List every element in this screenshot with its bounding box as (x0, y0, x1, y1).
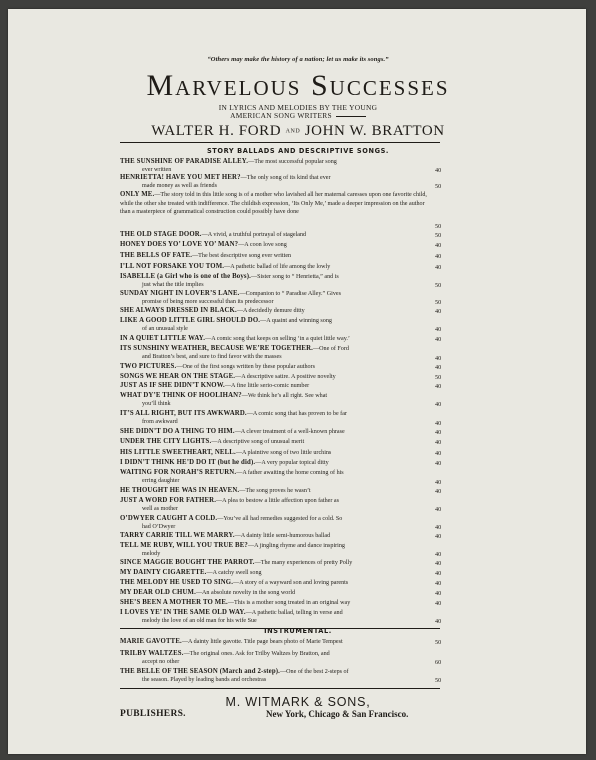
song-entry (120, 589, 435, 598)
song-entry (120, 638, 435, 647)
song-entry (120, 668, 435, 684)
song-description: —The story told in this little song is of a mother who lavished all her maternal caresses upon one favorite child, while the other she treated with indifference. The childish expression, ‘Its Only Me,’ made a deeper impression on the author than a masterpiece of grammatical construction could possibly have done (120, 192, 427, 216)
song-title: I’LL NOT FORSAKE YOU TOM. (120, 263, 225, 270)
song-price: 40 (435, 590, 442, 597)
song-entry (120, 317, 435, 333)
song-price: 50 (435, 232, 442, 239)
song-price: 60 (435, 659, 442, 666)
song-description: —A story of a wayward son and loving parents (233, 580, 349, 586)
song-entry (120, 487, 435, 496)
song-title: HE THOUGHT HE WAS IN HEAVEN. (120, 487, 240, 494)
song-description: —The only song of its kind that ever (240, 175, 331, 181)
song-description: —One of the best 2-steps of (280, 669, 349, 675)
song-description: —A father awaiting the home coming of his (236, 470, 344, 476)
publishers-label: PUBLISHERS. (120, 709, 186, 719)
song-description: —A catchy swell song (206, 570, 262, 576)
song-description: —The many experiences of pretty Polly (254, 560, 353, 566)
song-description: —An absolute novelty in the song world (195, 590, 296, 596)
song-title: MARIE GAVOTTE. (120, 638, 182, 645)
song-entry (120, 191, 435, 217)
song-entry (120, 158, 435, 174)
song-title: SONGS WE HEAR ON THE STAGE. (120, 373, 236, 380)
song-entry (120, 497, 435, 513)
song-description-continued: and Bratton’s best, and sure to find favor with the masses (142, 353, 282, 360)
song-price: 50 (435, 299, 442, 306)
song-title: HENRIETTA! HAVE YOU MET HER? (120, 174, 241, 181)
song-entry (120, 392, 435, 408)
song-title: IT’S ALL RIGHT, BUT ITS AWKWARD. (120, 410, 247, 417)
song-title: UNDER THE CITY LIGHTS. (120, 438, 212, 445)
song-entry (120, 263, 435, 272)
song-price: 50 (435, 639, 442, 646)
song-entry (120, 410, 435, 426)
song-description: —A quaint and winning song (260, 318, 332, 324)
song-title: I DIDN’T THINK HE’D DO IT (but he did). (120, 459, 256, 466)
section-heading-story: STORY BALLADS AND DESCRIPTIVE SONGS. (206, 147, 390, 155)
song-title: THE BELLS OF FATE. (120, 252, 193, 259)
song-title: SINCE MAGGIE BOUGHT THE PARROT. (120, 559, 255, 566)
song-price: 40 (435, 364, 442, 371)
song-entry (120, 532, 435, 541)
subtitle-line-2 (0, 112, 596, 120)
song-price: 50 (435, 374, 442, 381)
song-title: TARRY CARRIE TILL WE MARRY. (120, 532, 235, 539)
song-title: HIS LITTLE SWEETHEART, NELL. (120, 449, 236, 456)
song-title: MY DEAR OLD CHUM. (120, 589, 196, 596)
song-description: —The original ones. Ask for Trilby Waltzes by Bratton, and (183, 651, 330, 657)
song-entry (120, 569, 435, 578)
song-title: ISABELLE (a Girl who is one of the Boys). (120, 273, 251, 280)
song-description-continued: of an unusual style (142, 325, 188, 332)
song-description-continued: the season. Played by leading bands and orchestras (142, 676, 267, 683)
song-description-continued: you’ll think (142, 400, 171, 407)
song-title: MY DAINTY CIGARETTE. (120, 569, 207, 576)
song-entry (120, 241, 435, 250)
song-entry (120, 428, 435, 437)
song-description: —A plea to bestow a little affection upon father as (216, 498, 339, 504)
song-price: 40 (435, 560, 442, 567)
song-description: —A comic song that keeps on selling ‘in a quiet little way.’ (205, 336, 350, 342)
song-entry (120, 609, 435, 625)
song-price: 40 (435, 570, 442, 577)
song-description: —The best descriptive song ever written (192, 253, 292, 259)
song-description-continued: had O’Dwyer (142, 523, 176, 530)
song-entry (120, 231, 435, 240)
song-entry (120, 273, 435, 289)
song-price: 40 (435, 450, 442, 457)
song-description-continued: melody (142, 550, 161, 557)
song-description: —A clever treatment of a well-known phrase (234, 429, 345, 435)
song-description: —A comic song that has proven to be far (246, 411, 347, 417)
song-entry (120, 515, 435, 531)
song-description: —The most successful popular song (248, 159, 337, 165)
song-title: THE OLD STAGE DOOR. (120, 231, 202, 238)
song-title: SHE ALWAYS DRESSED IN BLACK. (120, 307, 237, 314)
song-description: —A vivid, a truthful portrayal of stageland (201, 232, 307, 238)
song-entry (120, 335, 435, 344)
page-title: Marvelous Successes (146, 69, 450, 102)
song-entry (120, 307, 435, 316)
divider-bottom (120, 688, 440, 689)
song-price: 40 (435, 420, 442, 427)
song-price: 40 (435, 488, 442, 495)
song-entry (120, 542, 435, 558)
song-title: SUNDAY NIGHT IN LOVER’S LANE. (120, 290, 240, 297)
publisher-cities: New York, Chicago & San Francisco. (266, 709, 409, 719)
song-description: —A decidedly demure ditty (236, 308, 305, 314)
song-title: JUST AS IF SHE DIDN’T KNOW. (120, 382, 225, 389)
song-title: O’DWYER CAUGHT A COLD. (120, 515, 218, 522)
song-description: —A dainty little gavotte. Title page bears photo of Marie Tempest (181, 639, 343, 645)
song-description: —Sister song to “ Henrietta,” and is (250, 274, 339, 280)
song-title: THE MELODY HE USED TO SING. (120, 579, 234, 586)
song-description-continued: accept no other (142, 658, 180, 665)
song-entry (120, 459, 435, 468)
song-title: HONEY DOES YO’ LOVE YO’ MAN? (120, 241, 239, 248)
song-description: —This is a mother song treated in an original way (227, 600, 351, 606)
publisher-name: M. WITMARK & SONS, (225, 695, 371, 709)
author-bratton: JOHN W. BRATTON (304, 123, 445, 139)
song-description-continued: melody the love of an old man for his wife Sue (142, 617, 257, 624)
song-title: ITS SUNSHINY WEATHER, BECAUSE WE’RE TOGETHER. (120, 345, 314, 352)
song-description-continued: well as mother (142, 505, 178, 512)
song-description-continued: made money as well as friends (142, 182, 217, 189)
song-title: TRILBY WALTZES. (120, 650, 184, 657)
song-title: ONLY ME. (120, 191, 155, 198)
song-title: IN A QUIET LITTLE WAY. (120, 335, 206, 342)
song-price: 50 (435, 282, 442, 289)
song-description: —A pathetic ballad of life among the lowly (224, 264, 331, 270)
song-title: TELL ME RUBY, WILL YOU TRUE BE? (120, 542, 248, 549)
song-price: 40 (435, 580, 442, 587)
song-description: —A pathetic ballad, telling in verse and (245, 610, 343, 616)
song-entry (120, 438, 435, 447)
song-entry (120, 290, 435, 306)
motto: “Others may make the history of a nation; let us make its songs.” (207, 56, 389, 63)
song-price: 50 (435, 183, 442, 190)
song-price: 40 (435, 524, 442, 531)
subtitle-line-2-text: AMERICAN SONG WRITERS (230, 111, 332, 120)
song-price: 40 (435, 460, 442, 467)
song-price: 40 (435, 429, 442, 436)
song-description-continued: ever written (142, 166, 172, 173)
song-title: THE BELLE OF THE SEASON (March and 2-step). (120, 668, 281, 675)
song-title: I LOVES YE’ IN THE SAME OLD WAY. (120, 609, 246, 616)
song-title: JUST A WORD FOR FATHER. (120, 497, 217, 504)
song-description: —A plaintive song of two little urchins (235, 450, 332, 456)
song-price: 40 (435, 439, 442, 446)
song-entry (120, 252, 435, 261)
subtitle-line-1: IN LYRICS AND MELODIES BY THE YOUNG (218, 103, 378, 112)
song-price: 40 (435, 383, 442, 390)
song-entry (120, 449, 435, 458)
song-price: 40 (435, 479, 442, 486)
song-description: —A dainty little semi-humorous ballad (234, 533, 331, 539)
divider-top (120, 142, 440, 143)
song-price: 40 (435, 336, 442, 343)
song-price: 40 (435, 618, 442, 625)
song-description: —Companion to “ Paradise Alley.” Gives (239, 291, 341, 297)
author-ford: WALTER H. FORD (151, 123, 282, 139)
song-title: WAITING FOR NORAH’S RETURN. (120, 469, 237, 476)
song-entry (120, 559, 435, 568)
song-description: —A descriptive song of unusual merit (211, 439, 305, 445)
song-price: 40 (435, 401, 442, 408)
song-entry (120, 373, 435, 382)
song-entry (120, 174, 435, 190)
authors (0, 122, 596, 141)
song-description-continued: erring daughter (142, 477, 180, 484)
song-description: —One of Ford (313, 346, 349, 352)
song-price: 40 (435, 551, 442, 558)
authors-and: AND (285, 128, 301, 135)
song-price: 40 (435, 308, 442, 315)
song-price: 40 (435, 167, 442, 174)
song-entry (120, 469, 435, 485)
song-description-continued: promise of being more successful than its predecessor (142, 298, 274, 305)
section-heading-instrumental: INSTRUMENTAL. (264, 627, 332, 635)
song-price: 50 (435, 677, 442, 684)
song-price: 40 (435, 264, 442, 271)
song-description-continued: from awkward (142, 418, 178, 425)
song-title: SHE DIDN’T DO A THING TO HIM. (120, 428, 235, 435)
song-title: SHE’S BEEN A MOTHER TO ME. (120, 599, 228, 606)
song-price: 40 (435, 242, 442, 249)
song-entry (120, 363, 435, 372)
song-entry (120, 579, 435, 588)
song-description: —A coon love song (238, 242, 287, 248)
song-entry (120, 345, 435, 361)
song-price: 40 (435, 355, 442, 362)
song-price: 40 (435, 506, 442, 513)
song-description: —A descriptive satire. A positive novelty (235, 374, 336, 380)
song-price: 40 (435, 533, 442, 540)
song-description: —A very popular topical ditty (255, 460, 329, 466)
song-title: WHAT DY’E THINK OF HOOLIHAN? (120, 392, 242, 399)
song-title: TWO PICTURES. (120, 363, 177, 370)
song-price: 50 (435, 223, 442, 230)
song-description: —One of the first songs written by these popular authors (176, 364, 315, 370)
song-description: —The song proves he wasn’t (239, 488, 311, 494)
song-description-continued: just what the title implies (142, 281, 204, 288)
song-title: LIKE A GOOD LITTLE GIRL SHOULD DO. (120, 317, 261, 324)
swash-ornament (336, 116, 366, 117)
song-price: 40 (435, 326, 442, 333)
song-entry (120, 599, 435, 608)
song-entry (120, 650, 435, 666)
song-description: —A jingling rhyme and dance inspiring (247, 543, 345, 549)
song-price: 40 (435, 600, 442, 607)
song-price: 40 (435, 253, 442, 260)
song-entry (120, 382, 435, 391)
song-title: THE SUNSHINE OF PARADISE ALLEY. (120, 158, 249, 165)
song-description: —A fine little serio-comic number (224, 383, 310, 389)
song-description: —You’ve all had remedies suggested for a cold. So (217, 516, 343, 522)
song-description: —We think he’s all right. See what (241, 393, 328, 399)
